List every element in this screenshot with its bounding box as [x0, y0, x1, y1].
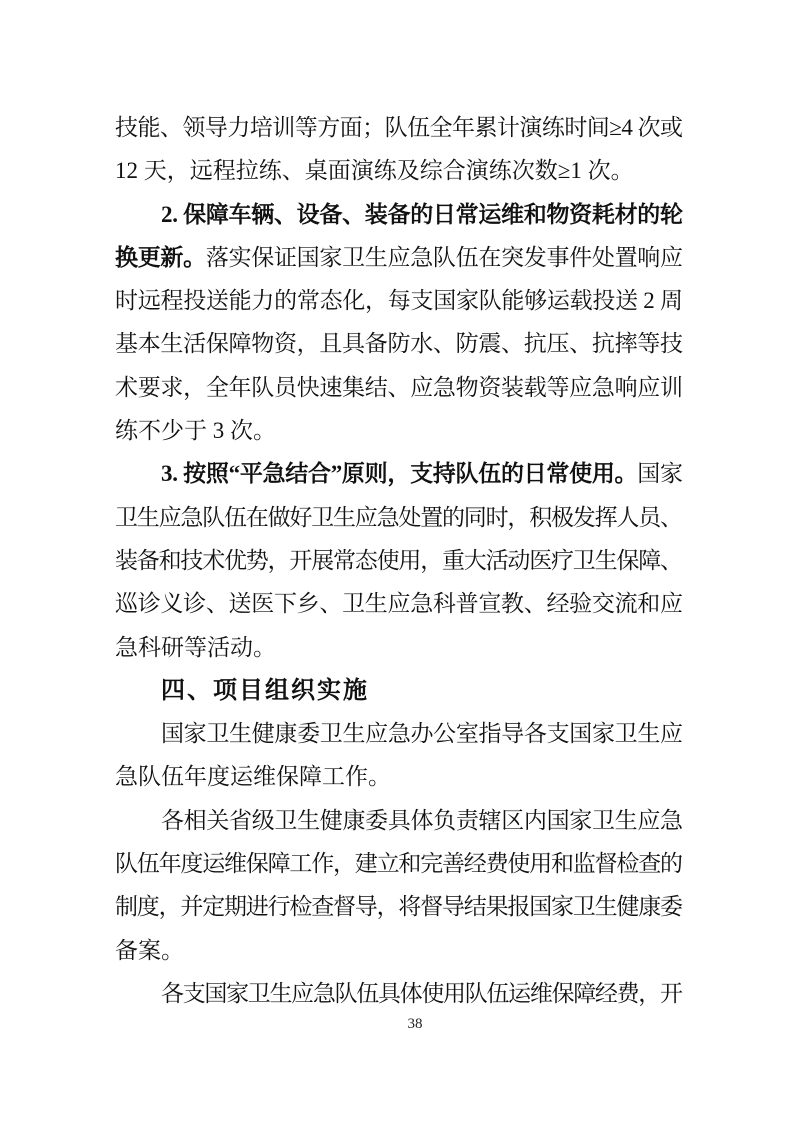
- line-text: [115, 149, 634, 192]
- text-line: [115, 193, 683, 236]
- line-text: [161, 972, 682, 1015]
- line-text: [115, 409, 276, 452]
- line-text: [115, 929, 184, 972]
- text-line: [115, 236, 683, 279]
- text-line: [115, 755, 683, 798]
- line-text: [115, 496, 682, 539]
- text-segment: 队伍年度运维保障工作，建立和完善经费使用和监督检查的: [115, 851, 682, 877]
- text-segment: 2. 保障车辆、设备、装备的日常运维和物资耗材的轮: [161, 201, 683, 227]
- text-segment: 各相关省级卫生健康委具体负责辖区内国家卫生应急: [161, 807, 683, 833]
- text-line: [115, 149, 683, 192]
- line-text: [115, 626, 276, 669]
- line-text: [115, 885, 682, 928]
- text-line: [115, 106, 683, 149]
- text-line: [115, 842, 683, 885]
- line-text: [115, 322, 683, 365]
- text-segment: 急队伍年度运维保障工作。: [115, 764, 391, 790]
- line-text: [161, 799, 683, 842]
- text-segment: 备案。: [115, 937, 184, 963]
- text-line: [115, 799, 683, 842]
- line-text: [161, 193, 683, 236]
- text-line: [115, 409, 683, 452]
- line-text: [115, 236, 683, 279]
- text-line: [115, 452, 683, 495]
- text-segment: 巡诊义诊、送医下乡、卫生应急科普宣教、经验交流和应: [115, 591, 683, 617]
- text-segment: 基本生活保障物资，且具备防水、防震、抗压、抗摔等技: [115, 331, 683, 357]
- text-segment: 四、项目组织实施: [161, 676, 369, 704]
- line-text: [115, 582, 683, 625]
- section-heading: [115, 669, 683, 712]
- text-segment: 练不少于 3 次。: [115, 418, 276, 444]
- text-segment: 国家: [637, 461, 683, 487]
- text-line: [115, 322, 683, 365]
- text-segment: 3. 按照“平急结合”原则，支持队伍的日常使用。: [161, 461, 638, 487]
- text-segment: 术要求，全年队员快速集结、应急物资装载等应急响应训: [115, 374, 683, 400]
- text-line: [115, 885, 683, 928]
- line-text: [161, 669, 369, 712]
- text-block: [115, 106, 683, 1015]
- text-line: [115, 366, 683, 409]
- text-line: [115, 496, 683, 539]
- page-footer: [115, 1016, 683, 1033]
- text-segment: 制度，并定期进行检查督导，将督导结果报国家卫生健康委: [115, 894, 682, 920]
- line-text: [115, 279, 683, 322]
- line-text: [161, 712, 683, 755]
- text-line: [115, 626, 683, 669]
- page-number: 38: [407, 1016, 423, 1032]
- text-segment: 国家卫生健康委卫生应急办公室指导各支国家卫生应: [161, 721, 683, 747]
- text-segment: 卫生应急队伍在做好卫生应急处置的同时，积极发挥人员、: [115, 504, 682, 530]
- text-line: [115, 582, 683, 625]
- text-line: [115, 972, 683, 1015]
- text-line: [115, 929, 683, 972]
- line-text: [161, 452, 683, 495]
- text-segment: 急科研等活动。: [115, 634, 276, 660]
- text-segment: 12 天，远程拉练、桌面演练及综合演练次数≥1 次。: [115, 158, 634, 184]
- text-line: [115, 712, 683, 755]
- text-segment: 装备和技术优势，开展常态使用，重大活动医疗卫生保障、: [115, 547, 682, 573]
- line-text: [115, 755, 391, 798]
- text-segment: 落实保证国家卫生应急队伍在突发事件处置响应: [205, 244, 683, 270]
- text-line: [115, 279, 683, 322]
- text-segment: 技能、领导力培训等方面；队伍全年累计演练时间≥4 次或: [115, 115, 683, 140]
- line-text: [115, 539, 682, 582]
- line-text: [115, 366, 683, 409]
- text-segment: 换更新。: [115, 244, 206, 270]
- text-segment: 时远程投送能力的常态化，每支国家队能够运载投送 2 周: [115, 288, 683, 314]
- text-line: [115, 539, 683, 582]
- line-text: [115, 842, 682, 885]
- line-text: [115, 106, 682, 149]
- text-segment: 各支国家卫生应急队伍具体使用队伍运维保障经费，开: [161, 980, 682, 1006]
